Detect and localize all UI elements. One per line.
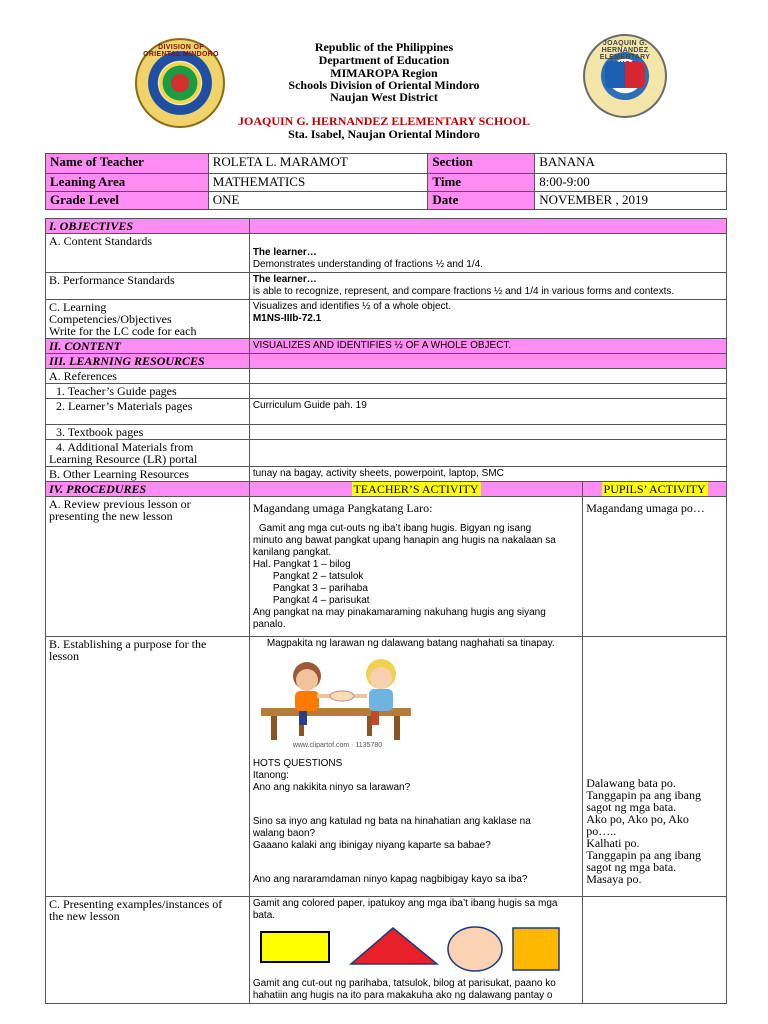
hots-heading: HOTS QUESTIONS [252, 758, 343, 769]
children-sharing-bread-illustration [253, 656, 579, 752]
textbook-label: 3. Textbook pages [46, 425, 250, 440]
tg-pages-value [249, 384, 726, 399]
hots-question-1: Ano ang nakikita ninyo sa larawan? [252, 782, 411, 793]
letterhead [0, 0, 768, 150]
presenting-label [46, 897, 250, 1004]
b-pupil-7: Tanggapin pa ang ibang [586, 848, 701, 862]
objectives-heading-fill [249, 219, 726, 234]
purpose-line-2: lesson [49, 649, 79, 663]
republic-line: Republic of the Philippines [314, 40, 454, 54]
time-label: Time [428, 174, 535, 192]
textbook-value [249, 425, 726, 440]
lc-line-3: Write for the LC code for each [49, 324, 197, 338]
procedures-heading: IV. PROCEDURES [46, 482, 250, 497]
date-label: Date [428, 192, 535, 210]
itanong-label: Itanong: [252, 770, 289, 781]
clipart-watermark: www.clipartof.com · 1135780 [292, 742, 383, 749]
colored-shapes-row [253, 926, 579, 978]
a-line-5: Hal. Pangkat 1 – bilog [252, 559, 351, 570]
seal-left-text: DIVISION OF ORIENTAL MINDORO [143, 44, 219, 58]
b-pupil-2: Tanggapin pa ang ibang [586, 788, 701, 802]
division-line: Schools Division of Oriental Mindoro [288, 78, 480, 92]
school-name: JOAQUIN G. HERNANDEZ ELEMENTARY SCHOOL [238, 114, 530, 128]
a-line-3: minuto ang bawat pangkat upang hanapin ang hugis na nakalaan sa [252, 535, 556, 546]
a-line-6: Pangkat 2 – tatsulok [272, 571, 364, 582]
grade-label: Grade Level [46, 192, 209, 210]
c-line-4: hahatiin ang hugis na ito para makakuha ako ng dalawang pantay o [252, 990, 553, 1001]
seal-right-text: JOAQUIN G. HERNANDEZ ELEMENTARY [599, 40, 651, 61]
lm-pages-label: 2. Learner’s Materials pages [46, 399, 250, 425]
teacher-label: Name of Teacher [46, 154, 209, 174]
a-greeting: Magandang umaga Pangkatang Laro: [252, 501, 433, 515]
teacher-info-table [45, 153, 727, 210]
ps-text: is able to recognize, represent, and compare fractions ½ and 1/4 in various forms and contexts. [252, 286, 675, 297]
c-line-1: Gamit ang colored paper, ipatukoy ang mga iba’t ibang hugis sa mga [252, 898, 558, 909]
a-line-2: Gamit ang mga cut-outs ng iba’t ibang hugis. Bigyan ng isang [258, 523, 532, 534]
content-text: VISUALIZES AND IDENTIFIES ½ OF A WHOLE OBJECT. [249, 339, 726, 354]
section-value: BANANA [535, 154, 727, 174]
red-triangle-icon [351, 928, 437, 964]
grade-value: ONE [208, 192, 428, 210]
additional-line-2: Learning Resource (LR) portal [49, 452, 198, 466]
content-heading: II. CONTENT [46, 339, 250, 354]
purpose-pupils-cell [583, 637, 727, 897]
teacher-value: ROLETA L. MARAMOT [208, 154, 428, 174]
a-line-9: Ang pangkat na may pinakamaraming nakuhang hugis ang siyang [252, 607, 546, 618]
c-line-2: bata. [252, 910, 276, 921]
b-pupil-9: Masaya po. [586, 872, 642, 886]
b-pupil-3: sagot ng mga bata. [586, 800, 677, 814]
hots-question-3: Gaaano kalaki ang ibinigay niyang kaparte sa babae? [252, 840, 491, 851]
references-value [249, 369, 726, 384]
content-standards-cell [249, 234, 726, 273]
review-label [46, 497, 250, 637]
teacher-activity-label: TEACHER’S ACTIVITY [353, 482, 479, 496]
b-pupil-8: sagot ng mga bata. [586, 860, 677, 874]
colored-shapes-icon [257, 926, 577, 978]
references-label: A. References [46, 369, 250, 384]
pupils-activity-label: PUPILS’ ACTIVITY [603, 482, 706, 496]
purpose-teacher-cell [249, 637, 582, 897]
peach-circle-icon [448, 927, 502, 971]
a-line-8: Pangkat 4 – parisukat [272, 595, 370, 606]
tg-pages-label: 1. Teacher’s Guide pages [46, 384, 250, 399]
performance-standards-cell [249, 273, 726, 300]
competencies-cell [249, 300, 726, 339]
area-label: Leaning Area [46, 174, 209, 192]
b-pupil-5: po….. [586, 824, 617, 838]
c-line-3: Gamit ang cut-out ng parihaba, tatsulok, bilog at parisukat, paano ko [252, 978, 556, 989]
presenting-line-1: C. Presenting examples/instances of [49, 897, 223, 911]
pupils-activity-heading [583, 482, 727, 497]
review-teacher-cell [249, 497, 582, 637]
children-clipart-icon [259, 656, 419, 752]
resources-heading: III. LEARNING RESOURCES [46, 354, 250, 369]
review-line-2: presenting the new lesson [49, 509, 173, 523]
a-line-10: panalo. [252, 619, 286, 630]
orange-square-icon [513, 928, 559, 970]
competencies-label [46, 300, 250, 339]
date-value: NOVEMBER , 2019 [535, 192, 727, 210]
lc-line-1: C. Learning [49, 300, 107, 314]
additional-line-1: 4. Additional Materials from [56, 440, 194, 454]
resources-heading-fill [249, 354, 726, 369]
performance-standards-label: B. Performance Standards [46, 273, 250, 300]
other-resources-value: tunay na bagay, activity sheets, powerpoint, laptop, SMC [249, 467, 726, 482]
a-line-4: kanilang pangkat. [252, 547, 332, 558]
cs-text: Demonstrates understanding of fractions ½ and 1/4. [252, 259, 483, 270]
cs-learner: The learner… [252, 247, 317, 258]
b-line-1: Magpakita ng larawan ng dalawang batang naghahati sa tinapay. [266, 638, 555, 649]
lc-line-2: Competencies/Objectives [49, 312, 172, 326]
content-standards-label: A. Content Standards [46, 234, 250, 273]
lm-pages-value: Curriculum Guide pah. 19 [249, 399, 726, 425]
teacher-activity-heading [249, 482, 582, 497]
presenting-teacher-cell [249, 897, 582, 1004]
purpose-label [46, 637, 250, 897]
school-address: Sta. Isabel, Naujan Oriental Mindoro [288, 127, 480, 141]
b-pupil-4: Ako po, Ako po, Ako [586, 812, 689, 826]
other-resources-label: B. Other Learning Resources [46, 467, 250, 482]
additional-materials-label [46, 440, 250, 467]
additional-materials-value [249, 440, 726, 467]
hots-question-2a: Sino sa inyo ang katulad ng bata na hinahatian ang kaklase na [252, 816, 531, 827]
time-value: 8:00-9:00 [535, 174, 727, 192]
district-line: Naujan West District [330, 90, 438, 104]
department-line: Department of Education [318, 53, 450, 67]
yellow-rectangle-icon [261, 932, 329, 962]
hots-question-4: Ano ang nararamdaman ninyo kapag nagbibigay kayo sa iba? [252, 874, 528, 885]
ps-learner: The learner… [252, 274, 317, 285]
lc-text: Visualizes and identifies ½ of a whole object. [252, 301, 452, 312]
b-pupil-6: Kalhati po. [586, 836, 640, 850]
a-line-7: Pangkat 3 – parihaba [272, 583, 368, 594]
area-value: MATHEMATICS [208, 174, 428, 192]
region-line: MIMAROPA Region [330, 66, 438, 80]
b-pupil-1: Dalawang bata po. [586, 776, 676, 790]
a-pupil-reply: Magandang umaga po… [586, 501, 705, 515]
objectives-heading: I. OBJECTIVES [46, 219, 250, 234]
presenting-line-2: the new lesson [49, 909, 120, 923]
presenting-pupils-cell [583, 897, 727, 1004]
review-pupils-cell [583, 497, 727, 637]
section-label: Section [428, 154, 535, 174]
purpose-line-1: B. Establishing a purpose for the [49, 637, 207, 651]
lc-code: M1NS-IIIb-72.1 [252, 313, 322, 324]
hots-question-2b: walang baon? [252, 828, 316, 839]
lesson-plan-table [45, 218, 727, 1004]
review-line-1: A. Review previous lesson or [49, 497, 191, 511]
